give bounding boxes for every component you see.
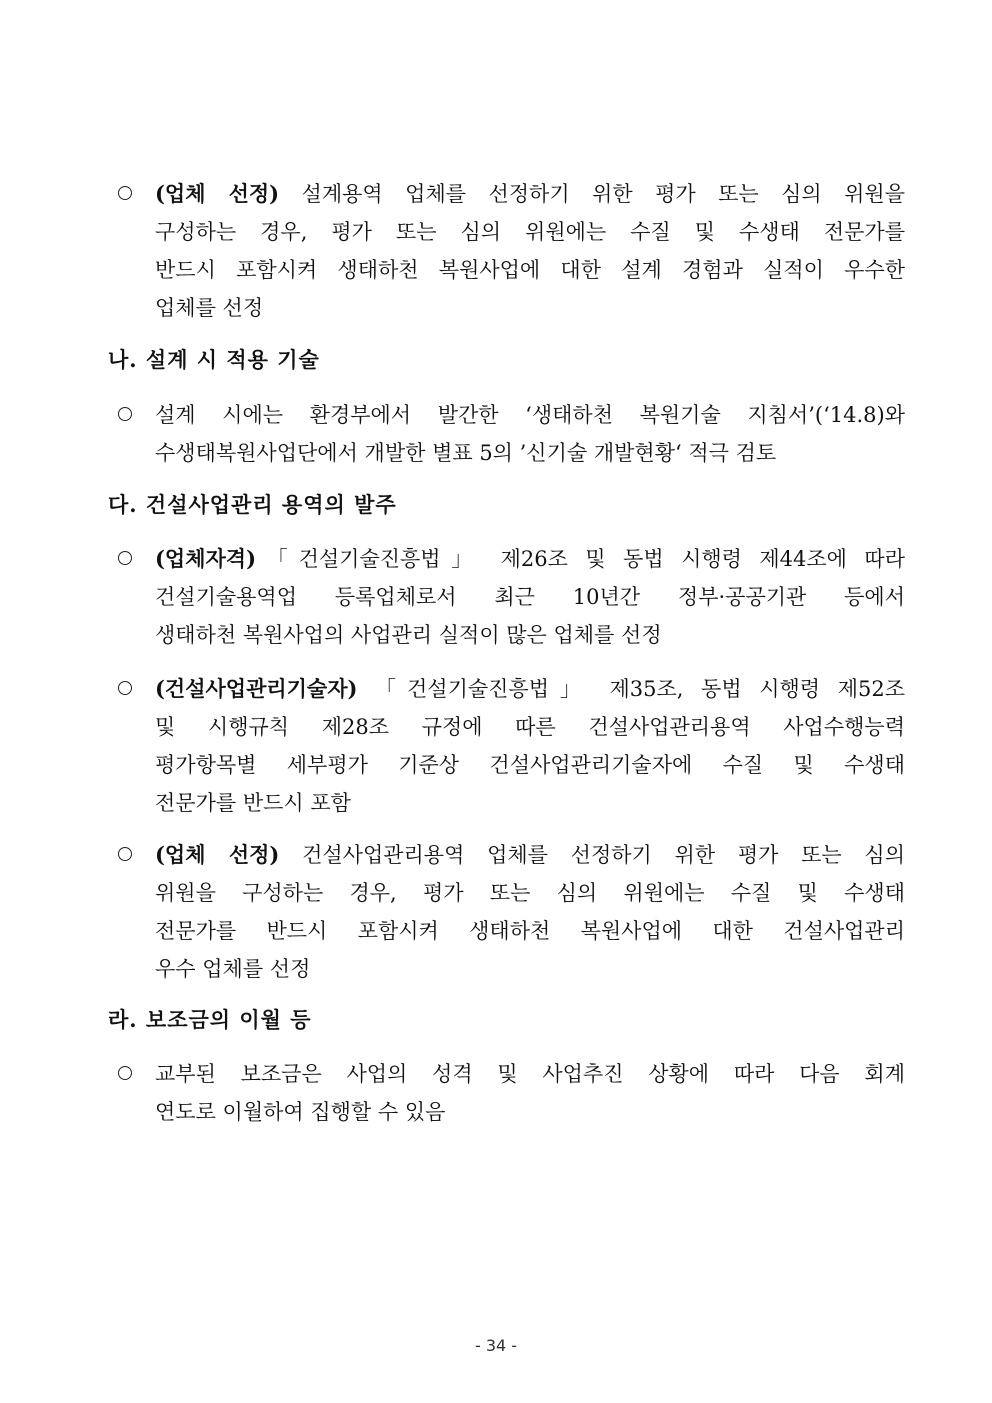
- text-line: 수생태복원사업단에서 개발한 별표 5의 ’신기술 개발현황‘ 적극 검토: [155, 441, 777, 465]
- bullet-text: [155, 547, 905, 661]
- text-line: 및 시행규칙 제28조 규정에 따른 건설사업관리용역 사업수행능력: [155, 715, 905, 739]
- text-line: 교부된 보조금은 사업의 성격 및 사업추진 상황에 따라 다음 회계: [155, 1062, 905, 1086]
- bullet-text: [155, 1062, 905, 1138]
- text-line: 연도로 이월하여 집행할 수 있음: [155, 1100, 446, 1124]
- circle-bullet-icon: [118, 551, 132, 565]
- bullet-text: [155, 182, 905, 334]
- bullet-text: [155, 677, 905, 829]
- section-heading: 라. 보조금의 이월 등: [108, 1007, 312, 1032]
- circle-bullet-icon: [118, 681, 132, 695]
- bullet-text: [155, 403, 905, 479]
- page-number: - 34 -: [474, 1336, 518, 1355]
- text-line: (업체 선정) 건설사업관리용역 업체를 선정하기 위한 평가 또는 심의: [155, 842, 905, 867]
- text-line: 업체를 선정: [155, 296, 264, 320]
- section-heading: 나. 설계 시 적용 기술: [108, 347, 320, 372]
- item-lead: (업체 선정): [155, 181, 280, 206]
- text-line: 위원을 구성하는 경우, 평가 또는 심의 위원에는 수질 및 수생태: [155, 881, 905, 905]
- circle-bullet-icon: [118, 407, 132, 421]
- text-line: (업체 선정) 설계용역 업체를 선정하기 위한 평가 또는 심의 위원을: [155, 181, 905, 206]
- text-line: 반드시 포함시켜 생태하천 복원사업에 대한 설계 경험과 실적이 우수한: [155, 258, 905, 282]
- text-line: (건설사업관리기술자) 「건설기술진흥법」 제35조, 동법 시행령 제52조: [155, 676, 905, 701]
- text-line: 전문가를 반드시 포함: [155, 791, 351, 815]
- item-lead: (건설사업관리기술자): [155, 676, 358, 701]
- text-line: 설계 시에는 환경부에서 발간한 ‘생태하천 복원기술 지침서’(‘14.8)와: [155, 403, 905, 427]
- circle-bullet-icon: [118, 186, 132, 200]
- circle-bullet-icon: [118, 847, 132, 861]
- text-line: 생태하천 복원사업의 사업관리 실적이 많은 업체를 선정: [155, 623, 662, 647]
- text-line: 건설기술용역업 등록업체로서 최근 10년간 정부·공공기관 등에서: [155, 585, 905, 609]
- section-heading: 다. 건설사업관리 용역의 발주: [108, 492, 397, 517]
- circle-bullet-icon: [118, 1066, 132, 1080]
- text-line: (업체자격)「건설기술진흥법」 제26조 및 동법 시행령 제44조에 따라: [155, 546, 905, 571]
- text-line: 평가항목별 세부평가 기준상 건설사업관리기술자에 수질 및 수생태: [155, 753, 905, 777]
- bullet-text: [155, 843, 905, 995]
- item-lead: (업체 선정): [155, 842, 280, 867]
- text-line: 구성하는 경우, 평가 또는 심의 위원에는 수질 및 수생태 전문가를: [155, 220, 905, 244]
- text-line: 전문가를 반드시 포함시켜 생태하천 복원사업에 대한 건설사업관리: [155, 919, 905, 943]
- item-lead: (업체자격): [155, 546, 257, 571]
- text-line: 우수 업체를 선정: [155, 957, 311, 981]
